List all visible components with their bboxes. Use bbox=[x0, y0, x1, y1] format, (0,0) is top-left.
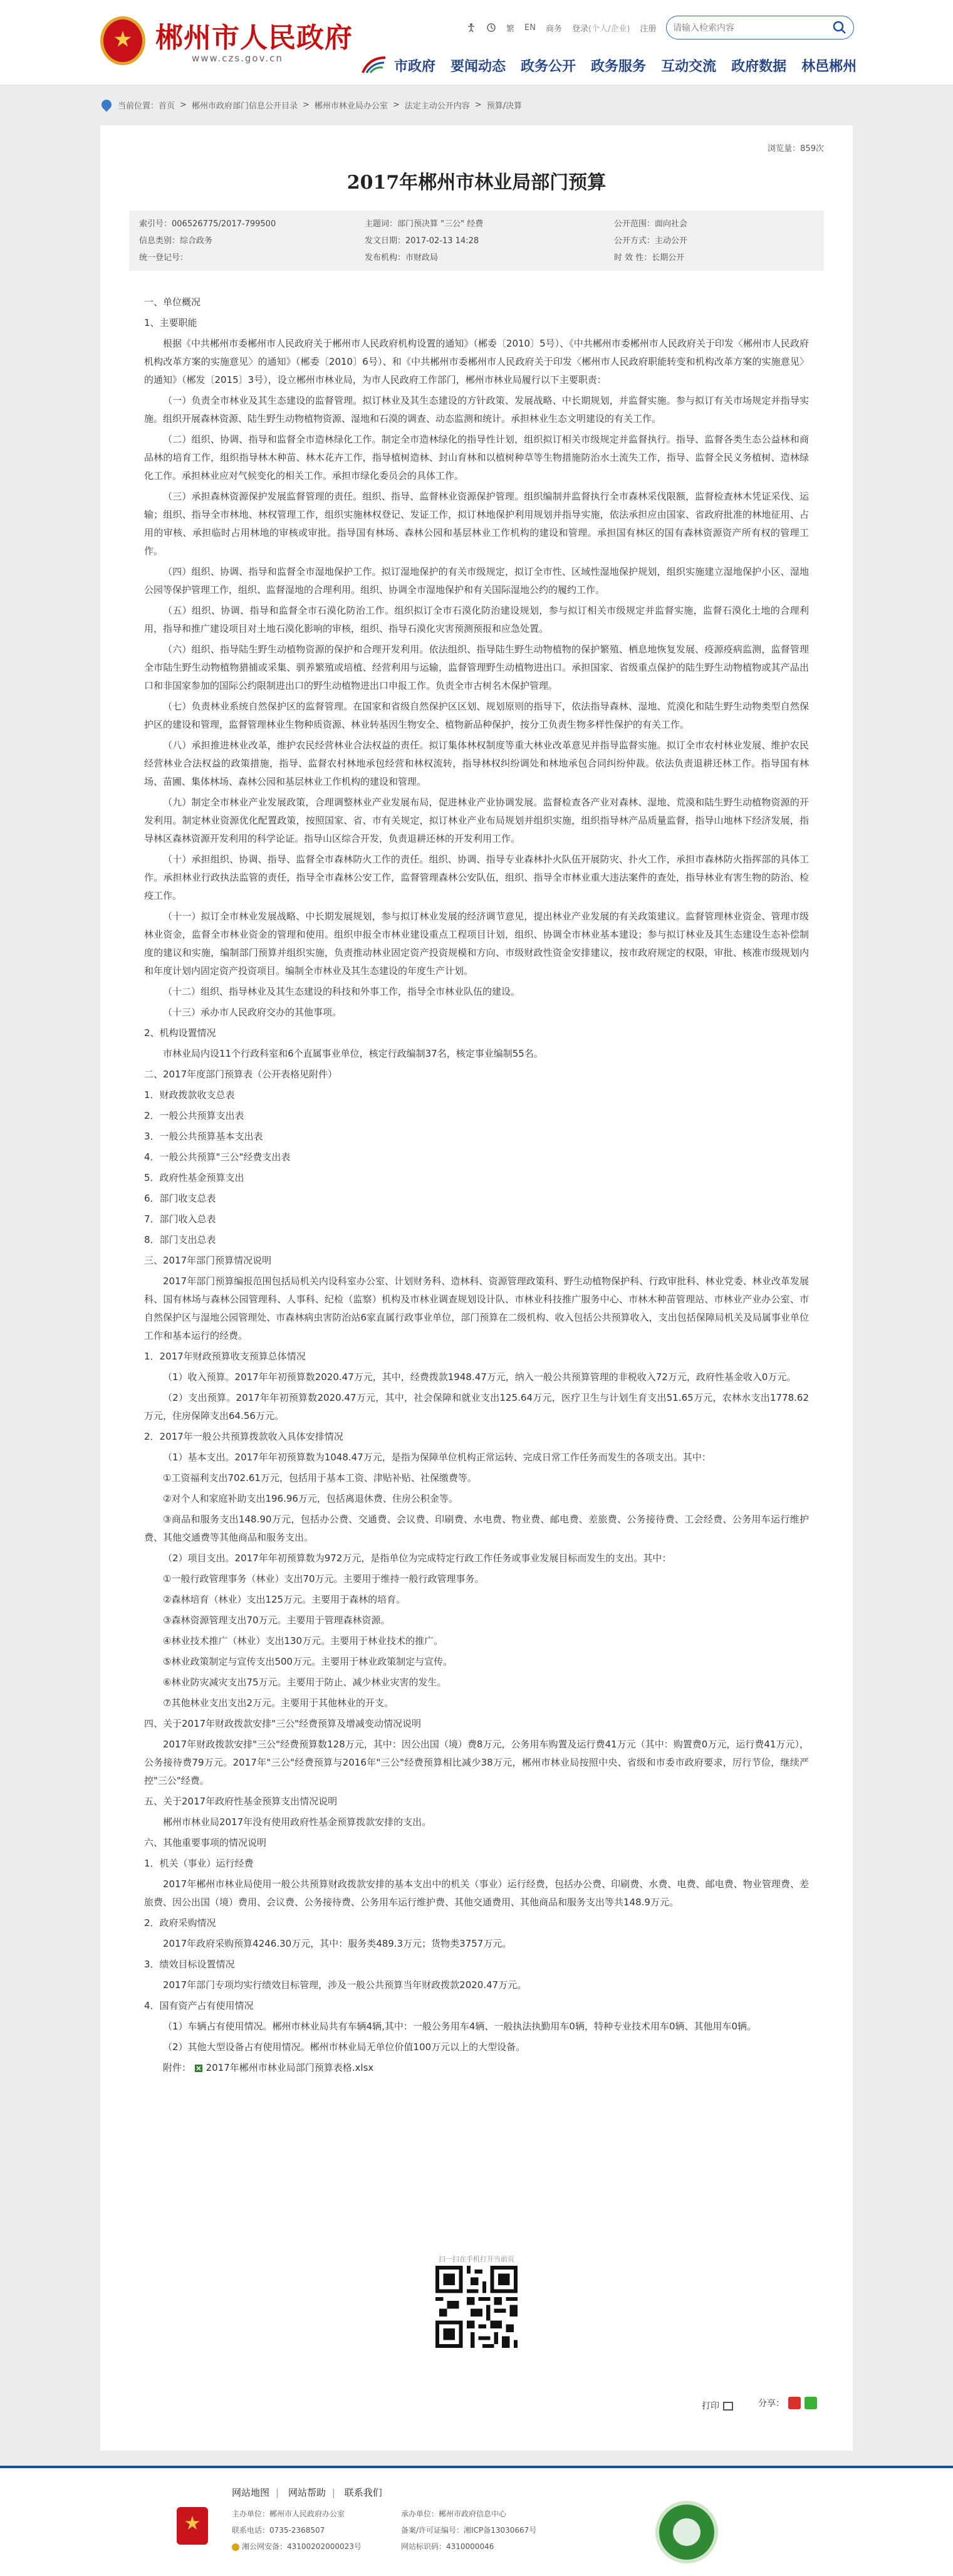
meta-issuer: 发布机构：市财政局 bbox=[365, 253, 439, 263]
article-paragraph: 1．机关（事业）运行经费 bbox=[144, 1858, 254, 1869]
article-paragraph: （1）基本支出。2017年年初预算数为1048.47万元，是指为保障单位机构正常运转、完成日常工作任务而发生的各项支出。其中： bbox=[163, 1452, 711, 1463]
breadcrumb-home[interactable]: 首页 bbox=[159, 101, 175, 111]
article-paragraph: 2017年部门预算编报范围包括局机关内设科室办公室、计划财务科、造林科、资源管理政策科、野生动植物保护科、行政审批科、林业党委、林业改革发展科、国有林场与森林公园管理科、人事科、纪检（监察）机构及市林业调查规划设计队、市林业科技推广服务中心、市林木种苗管理站、市林业产业办公室、市自然保护区与湿地公园管理处、市森林病虫害防治站6家直属行政事业单位，部门预算在二级机构、收入包括公共预算收入，支出包括保障局机关及局属事业单位工作和基本运行的经费。 bbox=[144, 1275, 809, 1341]
meta-form: 公开方式：主动公开 bbox=[614, 236, 688, 246]
party-government-badge-icon[interactable] bbox=[177, 2507, 208, 2545]
article-paragraph: 六、其他重要事项的情况说明 bbox=[144, 1837, 267, 1848]
qr-code-icon bbox=[435, 2266, 518, 2348]
article-paragraph: 根据《中共郴州市委郴州市人民政府关于郴州市人民政府机构设置的通知》（郴委〔2010〕5号）、《中共郴州市委郴州市人民政府关于印发〈郴州市人民政府机构改革方案的实施意见〉的通知》（郴委〔2010〕6号）、和《中共郴州市委郴州市人民政府关于印发〈郴州市人民政府职能转变和机构改革方案的实施意见〉的通知》（郴发〔2015〕3号），设立郴州市林业局，为市人民政府工作部门，郴州市林业局履行以下主要职责： bbox=[144, 338, 809, 385]
article-paragraph: ①工资福利支出702.61万元，包括用于基本工资、津贴补贴、社保缴费等。 bbox=[163, 1472, 477, 1484]
article-paragraph: （九）制定全市林业产业发展政策，合理调整林业产业发展布局，促进林业产业协调发展。监督检查各产业对森林、湿地、荒漠和陆生野生动植物资源的开发利用。制定林业资源优化配置政策，按照国家、省、市有关规定，拟订林业产业布局规划并组织实施，组织指导林产品质量监督，指导山地林下经济发展，指导林区森林资源开发利用的科学论证。指导山区综合开发，负责退耕还林的开发利用工作。 bbox=[144, 797, 809, 844]
police-badge-icon bbox=[232, 2543, 239, 2551]
login-type-hint: (个人/企业) bbox=[588, 24, 630, 34]
location-pin-icon bbox=[100, 98, 114, 112]
site-brand[interactable] bbox=[100, 14, 351, 70]
accessibility-icon[interactable] bbox=[466, 23, 476, 33]
article-paragraph: （2）支出预算。2017年年初预算数2020.47万元，其中，社会保障和就业支出125.64万元，医疗卫生与计划生育支出51.65万元，农林水支出1778.62万元，住房保障支出64.56万元。 bbox=[144, 1392, 809, 1422]
nav-city-government[interactable]: 市政府 bbox=[394, 58, 436, 75]
article-paragraph: 五、关于2017年政府性基金预算支出情况说明 bbox=[144, 1796, 338, 1807]
article-paragraph: 3．绩效目标设置情况 bbox=[144, 1959, 235, 1970]
nav-interaction[interactable]: 互动交流 bbox=[661, 58, 717, 75]
national-emblem-icon bbox=[100, 16, 145, 65]
site-name: 郴州市人民政府 bbox=[155, 22, 353, 54]
article-paragraph: 7．部门收入总表 bbox=[144, 1213, 216, 1225]
print-button[interactable] bbox=[702, 2399, 736, 2412]
printer-icon bbox=[723, 2402, 733, 2411]
nav-government-services[interactable]: 政务服务 bbox=[591, 58, 647, 75]
breadcrumb-label: 当前位置： bbox=[118, 101, 159, 111]
search-icon[interactable] bbox=[832, 20, 847, 35]
print-label: 打印 bbox=[702, 2401, 719, 2411]
site-url: www.czs.gov.cn bbox=[192, 53, 283, 64]
site-header bbox=[0, 0, 953, 85]
view-count: 浏览量：859次 bbox=[768, 144, 824, 154]
meta-doc-no: 统一登记号： bbox=[139, 253, 189, 263]
meta-validity: 时 效 性：长期公开 bbox=[614, 253, 685, 263]
weibo-share-icon[interactable] bbox=[788, 2397, 801, 2409]
search-box bbox=[666, 16, 854, 39]
article-paragraph: ④林业技术推广（林业）支出130万元。主要用于林业技术的推广。 bbox=[163, 1635, 444, 1647]
footer-links bbox=[232, 2486, 382, 2499]
article-paragraph: 2．一般公共预算支出表 bbox=[144, 1110, 244, 1121]
article-paragraph: 6．部门收支总表 bbox=[144, 1193, 216, 1204]
article-paragraph: 市林业局内设11个行政科室和6个直属事业单位，核定行政编制37名，核定事业编制55名。 bbox=[163, 1048, 543, 1059]
article-paragraph: （十一）拟订全市林业发展战略、中长期发展规划，参与拟订林业发展的经济调节意见，提出林业产业发展的有关政策建议。监督管理林业资金、管理市级林业资金，监督全市林业资金的管理和使用。组织申报全市林业建设重点工程项目计划，组织、协调全市林业基本建设；参与拟订林业及其生态建设生态补偿制度的建议和实施，编制部门预算并组织实施，负责推动林业固定资产投资规模和方向、市级财政性资金安排建议，按市政府规定的权限，审批、核准市级规划内和年度计划内固定资产投资项目。编制全市林业及其生态建设的年度生产计划。 bbox=[144, 911, 809, 976]
header-toolbar bbox=[456, 18, 667, 37]
paragraph-list bbox=[144, 293, 809, 2056]
article-paragraph: （十三）承办市人民政府交办的其他事项。 bbox=[163, 1007, 342, 1018]
meta-category: 信息类别：综合政务 bbox=[139, 236, 213, 246]
breadcrumb-directory[interactable]: 郴州市政府部门信息公开目录 bbox=[191, 101, 298, 111]
article-paragraph: ⑦其他林业支出支出2万元。主要用于其他林业的开支。 bbox=[163, 1697, 393, 1709]
footer-icp[interactable]: 备案/许可证编号：湘ICP备13030667号 bbox=[401, 2526, 537, 2535]
article-paragraph: 4．国有资产占有使用情况 bbox=[144, 2000, 254, 2011]
attachment-line bbox=[144, 2059, 809, 2077]
article-paragraph: 1．2017年财政预算收支预算总体情况 bbox=[144, 1351, 306, 1362]
login-link[interactable]: 登录 bbox=[571, 24, 588, 34]
article-paragraph: 2．2017年一般公共预算拨款收入具体安排情况 bbox=[144, 1431, 343, 1442]
article-paragraph: （1）收入预算。2017年年初预算数2020.47万元，其中，经费拨款1948.47万元，纳入一般公共预算管理的非税收入72万元，政府性基金收入0万元。 bbox=[163, 1371, 796, 1383]
article-paragraph: 郴州市林业局2017年没有使用政府性基金预算拨款安排的支出。 bbox=[163, 1816, 432, 1828]
article-paragraph: 5．政府性基金预算支出 bbox=[144, 1172, 244, 1183]
footer-sponsor: 主办单位：郴州市人民政府办公室 bbox=[232, 2510, 345, 2518]
article-paragraph: （1）车辆占有使用情况。郴州市林业局共有车辆4辆,其中：一般公务用车4辆、一般执法执勤用车0辆，特种专业技术用车0辆、其他用车0辆。 bbox=[163, 2021, 757, 2032]
share-bar bbox=[758, 2397, 817, 2409]
article-paragraph: 4．一般公共预算"三公"经费支出表 bbox=[144, 1151, 291, 1163]
article-paragraph: （七）负责林业系统自然保护区的监督管理。在国家和省级自然保护区区划、规划原则的指导下，依法指导森林、湿地、荒漠化和陆生野生动物类型自然保护区的建设和管理，监督管理林业生物种质资源、林业转基因生物安全、植物新品种保护，按分工负责生物多样性保护的有关工作。 bbox=[144, 701, 809, 730]
breadcrumb-separator: > bbox=[392, 100, 400, 110]
article-paragraph: ②对个人和家庭补助支出196.96万元，包括离退休费、住房公积金等。 bbox=[163, 1493, 458, 1504]
footer-link-contact[interactable]: 联系我们 bbox=[344, 2487, 382, 2498]
article-paragraph: 二、2017年度部门预算表（公开表格见附件） bbox=[144, 1069, 338, 1080]
article-paragraph: （八）承担推进林业改革，维护农民经营林业合法权益的责任。拟订集体林权制度等重大林业改革意见并指导监督实施。拟订全市农村林业发展、维护农民经营林业合法权益的政策措施，指导、监督农村林地承包经营和林权流转，指导林权纠纷调处和林地承包合同纠纷仲裁。依法负责退耕还林工作。指导国有林场、苗圃、集体林场、森林公园和基层林业工作机构的建设和管理。 bbox=[144, 740, 809, 787]
footer-link-separator: | bbox=[331, 2487, 335, 2498]
article-body bbox=[144, 293, 809, 2080]
breadcrumb-budget[interactable]: 预算/决算 bbox=[486, 101, 523, 111]
nav-logo-icon bbox=[360, 54, 388, 76]
site-certification-icon[interactable] bbox=[655, 2501, 718, 2563]
elder-mode-icon[interactable] bbox=[486, 23, 496, 33]
main-nav bbox=[360, 53, 872, 78]
article-paragraph: 三、2017年部门预算情况说明 bbox=[144, 1255, 272, 1266]
page-title: 2017年郴州市林业局部门预算 bbox=[346, 172, 607, 194]
attachment-link[interactable]: 2017年郴州市林业局部门预算表格.xlsx bbox=[206, 2062, 374, 2073]
article-paragraph: 四、关于2017年财政拨款安排"三公"经费预算及增减变动情况说明 bbox=[144, 1718, 421, 1729]
footer-site-code: 网站标识码：4310000046 bbox=[401, 2542, 494, 2551]
article-paragraph: 2．政府采购情况 bbox=[144, 1917, 216, 1929]
article-paragraph: ⑥林业防灾减灾支出75万元。主要用于防止、减少林业灾害的发生。 bbox=[163, 1677, 447, 1688]
footer-host: 承办单位：郴州市政府信息中心 bbox=[401, 2510, 507, 2518]
article-paragraph: （三）承担森林资源保护发展监督管理的责任。组织、指导、监督林业资源保护管理。组织编制并监督执行全市森林采伐限额，监督检查林木凭证采伐、运输；组织、指导全市林地、林权管理工作，组织实施林权登记、发证工作，拟订林地保护利用规划并指导实施，依法承担应由国家、省政府批准的林地征用、占用的审核、承担临时占用林地的审核或审批。指导国有林场、森林公园和基层林业工作机构的建设和管理。承担国有林区的国有森林资源资产所有权的管理工作。 bbox=[144, 491, 809, 557]
breadcrumb bbox=[100, 94, 853, 115]
nav-linyi-chenzhou[interactable]: 林邑郴州 bbox=[801, 58, 857, 75]
article-paragraph: ⑤林业政策制定与宣传支出500万元。主要用于林业政策制定与宣传。 bbox=[163, 1656, 453, 1667]
excel-file-icon bbox=[194, 2064, 203, 2073]
business-link[interactable]: 商务 bbox=[545, 24, 562, 34]
article-paragraph: 2、机构设置情况 bbox=[144, 1027, 216, 1039]
breadcrumb-statutory-content[interactable]: 法定主动公开内容 bbox=[404, 101, 470, 111]
register-link[interactable]: 注册 bbox=[640, 24, 657, 34]
article-paragraph: 2017年部门专项均实行绩效目标管理，涉及一般公共预算当年财政拨款2020.47万元。 bbox=[163, 1979, 527, 1991]
nav-government-data[interactable]: 政府数据 bbox=[731, 58, 787, 75]
share-label: 分享： bbox=[758, 2399, 784, 2409]
article-paragraph: （六）组织、指导陆生野生动植物资源的保护和合理开发利用。依法组织、指导陆生野生动物植物的保护繁殖、栖息地恢复发展、疫源疫病监测，监督管理全市陆生野生动物植物猎捕或采集、驯养繁殖或培植、经营利用与运输，监督管理野生动植物进出口。承担国家、省级重点保护的陆生野生动物植物或其产品出口和非国家参加的国际公约限制进出口的野生动植物进出口申报工作。负责全市古树名木保护管理。 bbox=[144, 644, 809, 691]
article-paragraph: 2017年财政拨款安排"三公"经费预算数128万元，其中：因公出国（境）费8万元，公务用车购置及运行费41万元（其中：购置费0万元，运行费41万元），公务接待费79万元。2017年"三公"经费预算与2016年"三公"经费预算相比减少38万元，郴州市林业局按照中央、省级和市委市政府要求，厉行节俭，继续严控"三公"经费。 bbox=[144, 1739, 809, 1786]
article-paragraph: （五）组织、协调、指导和监督全市石漠化防治工作。组织拟订全市石漠化防治建设规划，参与拟订相关市级规定并监督实施，监督石漠化土地的合理利用，指导和推广建设项目对土地石漠化影响的审核，组织、指导石漠化灾害预测预报和应急处置。 bbox=[144, 605, 809, 634]
search-input[interactable] bbox=[673, 19, 830, 36]
article-paragraph: ③森林资源管理支出70万元。主要用于管理森林资源。 bbox=[163, 1615, 390, 1626]
attachment-label: 附件： bbox=[163, 2062, 192, 2073]
breadcrumb-separator: > bbox=[474, 100, 482, 110]
article-paragraph: 2017年郴州市林业局使用一般公共预算财政拨款安排的基本支出中的机关（事业）运行经费，包括办公费、印刷费、水费、电费、邮电费、物业管理费、差旅费、因公出国（境）费用、会议费、公务接待费、公务用车运行维护费、其他交通费用、其他商品和服务支出等共148.9万元。 bbox=[144, 1878, 809, 1908]
article-paragraph: （十二）组织、指导林业及其生态建设的科技和外事工作，指导全市林业队伍的建设。 bbox=[163, 986, 521, 997]
meta-date: 发文日期：2017-02-13 14:28 bbox=[365, 236, 479, 246]
footer-police-text[interactable]: 湘公网安备：43100202000023号 bbox=[242, 2542, 362, 2551]
breadcrumb-separator: > bbox=[302, 100, 310, 110]
breadcrumb-separator: > bbox=[180, 100, 187, 110]
nav-news[interactable]: 要闻动态 bbox=[450, 58, 506, 75]
footer-phone: 联系电话：0735-2368507 bbox=[232, 2526, 325, 2535]
article-paragraph: （二）组织、协调、指导和监督全市造林绿化工作。制定全市造林绿化的指导性计划，组织拟订相关市级规定并监督执行。指导、监督各类生态公益林和商品林的培育工作，组织指导林木种苗、林木花卉工作，指导植树造林、封山育林和以植树种草等生物措施防治水土流失工作，指导、监督全民义务植树、造林绿化工作。承担林业应对气候变化的相关工作。承担市绿化委员会的具体工作。 bbox=[144, 434, 809, 481]
article-paragraph: （十）承担组织、协调、指导、监督全市森林防火工作的责任。组织、协调、指导专业森林扑火队伍开展防灾、扑火工作，承担市森林防火指挥部的具体工作。承担林业行政执法监管的责任，指导全市森林公安工作，监督管理森林公安队伍，组织、指导全市林业重大违法案件的查处，指导林业有害生物的防治、检疫工作。 bbox=[144, 854, 809, 901]
article-paragraph: （一）负责全市林业及其生态建设的监督管理。拟订林业及其生态建设的方针政策、发展战略、中长期规划，并监督实施。参与拟订有关市场规定并指导实施。组织开展森林资源、陆生野生动物植物资源、湿地和石漠的调查、动态监测和统计。承担林业生态文明建设的有关工作。 bbox=[144, 395, 809, 424]
meta-topic: 主题词：部门预决算 "三公" 经费 bbox=[365, 219, 484, 229]
footer-link-sitemap[interactable]: 网站地图 bbox=[232, 2487, 270, 2498]
article-paragraph: 3．一般公共预算基本支出表 bbox=[144, 1131, 263, 1142]
article-paragraph: （2）项目支出。2017年年初预算数为972万元，是指单位为完成特定行政工作任务或事业发展目标而发生的支出。其中： bbox=[163, 1552, 672, 1564]
wechat-share-icon[interactable] bbox=[805, 2397, 817, 2409]
article-paragraph: ①一般行政管理事务（林业）支出70万元。主要用于维持一般行政管理事务。 bbox=[163, 1573, 484, 1584]
article-paragraph: （2）其他大型设备占有使用情况。郴州市林业局无单位价值100万元以上的大型设备。 bbox=[163, 2041, 526, 2053]
site-footer bbox=[0, 2466, 953, 2576]
article-paragraph: ②森林培育（林业）支出125万元。主要用于森林的培育。 bbox=[163, 1594, 406, 1605]
document-meta-table bbox=[129, 211, 824, 271]
nav-government-affairs-disclosure[interactable]: 政务公开 bbox=[521, 58, 576, 75]
english-link[interactable]: EN bbox=[524, 23, 536, 33]
article-paragraph: 1．财政拨款收支总表 bbox=[144, 1089, 235, 1101]
footer-link-help[interactable]: 网站帮助 bbox=[288, 2487, 326, 2498]
article-paragraph: ③商品和服务支出148.90万元，包括办公费、交通费、会议费、印刷费、水电费、物业费、邮电费、差旅费、公务接待费、工会经费、公务用车运行维护费、其他交通费等其他商品和服务支出。 bbox=[144, 1514, 809, 1543]
article-paragraph: 8．部门支出总表 bbox=[144, 1234, 216, 1245]
footer-police-record bbox=[232, 2541, 362, 2552]
article-paragraph: （四）组织、协调、指导和监督全市湿地保护工作。拟订湿地保护的有关市级规定，拟订全市性、区域性湿地保护规划，组织实施建立湿地保护小区、湿地公园等保护管理工作，组织、监督湿地的合理利用。组织、协调全市湿地保护和有关国际湿地公约的履约工作。 bbox=[144, 566, 809, 595]
footer-link-separator: | bbox=[276, 2487, 279, 2498]
article-paragraph: 2017年政府采购预算4246.30万元，其中：服务类489.3万元；货物类3757万元。 bbox=[163, 1938, 512, 1949]
article-paragraph: 一、单位概况 bbox=[144, 296, 201, 308]
qr-caption: 扫一扫在手机打开当前页 bbox=[439, 2255, 514, 2263]
meta-audience: 公开范围：面向社会 bbox=[614, 219, 688, 229]
article-paragraph: 1、主要职能 bbox=[144, 317, 197, 328]
meta-index-no: 索引号：006526775/2017-799500 bbox=[139, 219, 276, 229]
traditional-chinese-link[interactable]: 繁 bbox=[506, 24, 515, 34]
breadcrumb-forestry-office[interactable]: 郴州市林业局办公室 bbox=[314, 101, 388, 111]
article-panel bbox=[100, 125, 853, 2451]
